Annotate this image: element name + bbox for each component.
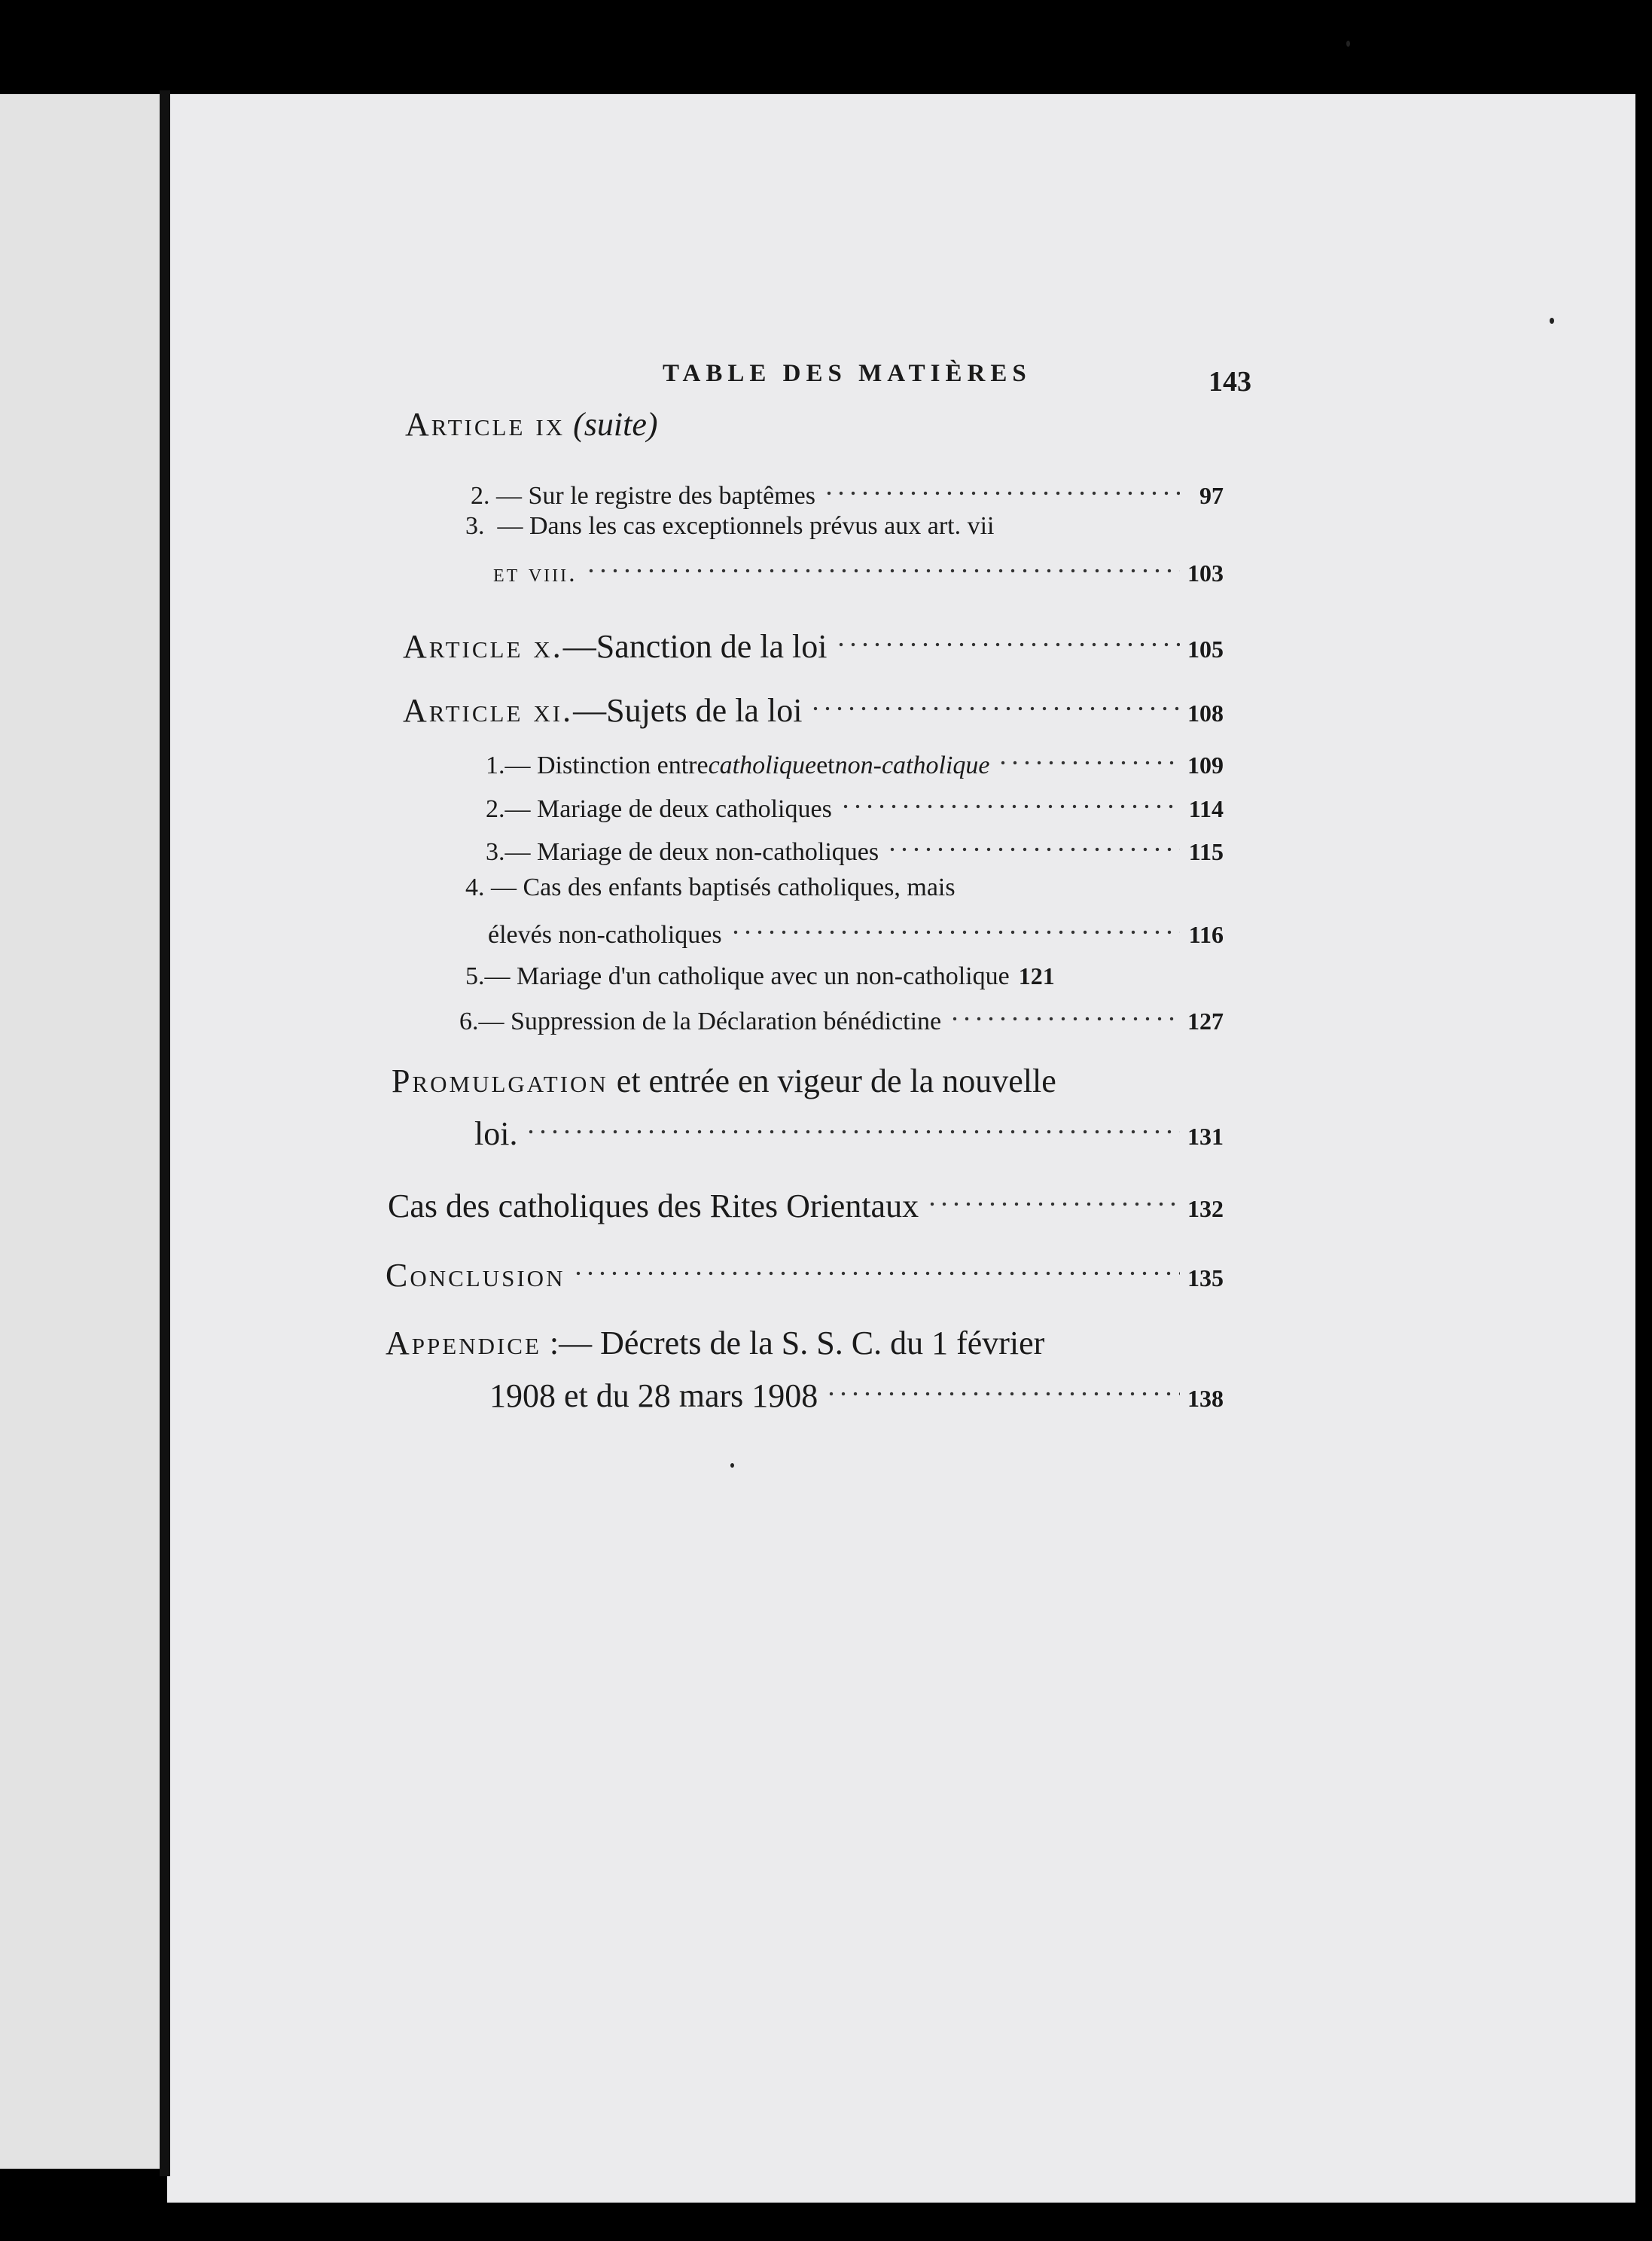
scan-speck [730,1463,734,1468]
article-suffix: (suite) [573,406,658,443]
toc-entry-promulgation [392,1062,1056,1100]
leader-dots [840,789,1180,817]
entry-text: :— Décrets de la S. S. C. du 1 février [541,1325,1045,1361]
entry-text-cont: élevés non-catholiques [488,921,722,950]
entry-italic: catholique [708,752,817,780]
toc-entry-article-11 [403,685,1224,730]
running-header-title: TABLE DES MATIÈRES [663,360,1032,387]
entry-page: 105 [1187,636,1224,663]
toc-entry-11-1 [486,745,1224,780]
entry-italic: non-catholique [834,752,990,780]
toc-entry-9-2 [471,476,1224,511]
entry-text: — Sur le registre des baptêmes [496,482,815,511]
entry-page: 116 [1188,921,1224,949]
entry-text: et [816,752,835,780]
toc-entry-promulgation-cont [474,1108,1224,1153]
entry-page: 121 [1018,962,1055,989]
toc-entry-11-2 [486,789,1224,824]
entry-page: 132 [1187,1195,1224,1223]
leader-dots [572,1250,1180,1286]
scan-speck [1346,41,1350,47]
facing-page-edge [0,94,166,2169]
entry-text: — Suppression de la Déclaration bénédictine [478,1008,942,1036]
entry-page: 109 [1187,752,1224,779]
leader-dots [585,553,1180,581]
entry-page: 115 [1188,838,1224,866]
entry-number: 5. [465,962,485,990]
toc-heading-article-9 [405,405,658,444]
toc-entry-conclusion [386,1250,1224,1294]
entry-text-cont: et viii. [493,559,578,588]
entry-text: — Mariage d'un catholique avec un non-catholique [484,962,1010,990]
toc-entry-11-4 [465,874,956,902]
entry-number: 3. [465,512,485,540]
entry-number: 2. [486,795,505,824]
entry-page: 103 [1187,559,1224,587]
entry-text: — Dans les cas exceptionnels prévus aux art. vii [497,512,995,540]
scan-speck [1550,318,1554,324]
entry-text: — Distinction entre [504,752,709,780]
entry-text-cont: 1908 et du 28 mars 1908 [489,1377,818,1415]
entry-text: — Mariage de deux non-catholiques [504,838,879,867]
toc-entry-article-10 [403,621,1224,666]
entry-page: 127 [1187,1008,1224,1035]
toc-entry-rites-orientaux [388,1181,1224,1225]
toc-entry-11-3 [486,832,1224,867]
toc-entry-9-3-cont [493,553,1224,588]
leader-dots [809,685,1180,721]
entry-number: 3. [486,838,505,867]
entry-page: 135 [1187,1264,1224,1292]
section-label: Conclusion [386,1257,565,1294]
entry-text: —Sujets de la loi [573,692,803,730]
toc-entry-11-4-cont [488,915,1224,950]
leader-dots [949,1002,1180,1029]
section-label: Appendice [386,1325,541,1361]
entry-page: 131 [1187,1123,1224,1151]
toc-entry-11-6 [459,1002,1224,1036]
entry-text: — Mariage de deux catholiques [504,795,832,824]
toc-entry-appendice [386,1324,1044,1362]
entry-text: — Cas des enfants baptisés catholiques, mais [491,874,956,901]
section-label: Promulgation [392,1063,608,1099]
article-label: Article ix [405,406,565,443]
entry-text-cont: loi. [474,1115,518,1153]
article-label: Article xi. [403,692,574,730]
entry-text: et entrée en vigeur de la nouvelle [608,1063,1056,1099]
leader-dots [730,915,1180,943]
leader-dots [825,1371,1180,1407]
entry-page: 97 [1199,482,1224,510]
leader-dots [926,1181,1180,1217]
leader-dots [997,745,1180,773]
entry-number: 2. [471,482,490,511]
entry-number: 6. [459,1008,479,1036]
leader-dots [886,832,1180,860]
leader-dots [835,621,1180,657]
toc-entry-11-5 [465,962,1224,991]
entry-text: —Sanction de la loi [562,628,828,666]
toc-entry-appendice-cont [489,1371,1224,1415]
entry-page: 138 [1187,1385,1224,1413]
entry-text: Cas des catholiques des Rites Orientaux [388,1188,919,1225]
running-header-page-number: 143 [1209,366,1251,398]
leader-dots [823,476,1180,504]
toc-entry-9-3 [465,512,994,541]
entry-number: 4. [465,874,485,901]
leader-dots [525,1108,1180,1145]
entry-page: 114 [1188,795,1224,823]
page-gutter [160,90,170,2176]
article-label: Article x. [403,628,563,666]
entry-page: 108 [1187,700,1224,727]
entry-number: 1. [486,752,505,780]
